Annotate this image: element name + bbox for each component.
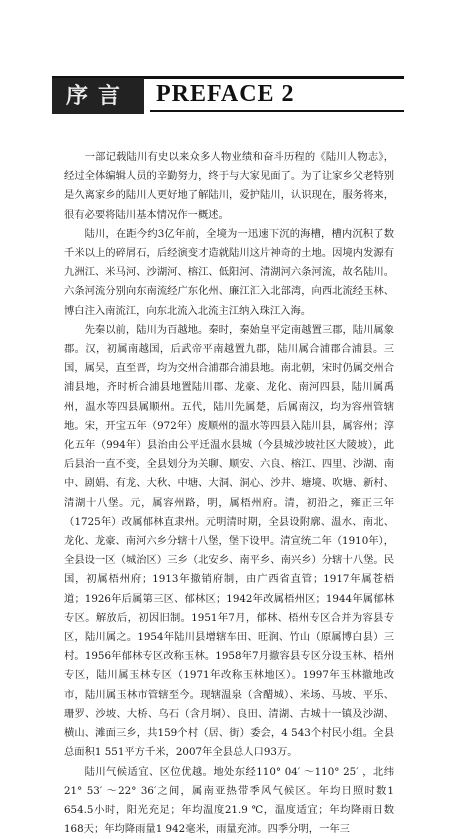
header-bottom-rule [150, 110, 404, 112]
chapter-header [0, 72, 450, 120]
paragraph-geography: 陆川，在距今约3亿年前，全境为一迅速下沉的海槽，槽内沉积了数千米以上的碎屑石，后经演变才造就陆川这片神奇的土地。因境内发源有九洲江、米马河、沙湖河、榕江、低阳河、清湖河六条河流，故名陆川。六条河流分别向东南流经广东化州、廉江汇入北部湾，向西北流经玉林、博白注入南流江，向东北流入北流主江纳入珠江入海。 [64, 225, 394, 321]
paragraph-intro: 一部记载陆川有史以来众多人物业绩和奋斗历程的《陆川人物志》，经过全体编辑人员的辛勤努力，终于与大家见面了。为了让家乡父老特别是久离家乡的陆川人更好地了解陆川，爱护陆川，认识现在，服务将来，很有必要将陆川基本情况作一概述。 [64, 148, 394, 225]
paragraph-climate: 陆川气候适宜、区位优越。地处东经110° 04′ ～110° 25′ ，北纬21° 53′ ～22° 36′之间，属南亚热带季风气候区。年均日照时数1 654.5小时，阳光充足；年均温度21.9 ℃，温度适宜；年均降雨日数168天；年均降雨量1 942毫米，雨量充沛。四季分明，一年三 [64, 763, 394, 839]
seal-text: 序言 [66, 85, 130, 107]
chapter-seal [52, 78, 144, 114]
body-text [64, 148, 394, 839]
chapter-title: PREFACE 2 [156, 82, 295, 106]
paragraph-history: 先秦以前，陆川为百越地。秦时，秦始皇平定南越置三郡，陆川属象郡。汉，初属南越国，后武帝平南越置九郡，陆川属合浦郡合浦县。三国，属吴，直至晋，均为交州合浦郡合浦县地。南北朝，宋时仍属交州合浦县地，齐时析合浦县地置陆川郡、龙豪、龙化、南河四县，陆川属禹州，温水等四县属顺州。五代，陆川先属楚，后属南汉，均为容州管辖地。宋，开宝五年（972年）废顺州的温水等四县入陆川县，属容州；淳化五年（994年）县治由公平迁温水县城（今县城沙坡社区大陵坡），此后县治一直不变，全县划分为关聊、顺安、六良、榕江、四里、沙湖、南中、剧娟、有龙、大秋、中塘、大洞、洞心、沙井、塘境、吹塘、新村、清湖十八堡。元，属容州路，明，属梧州府。清，初沿之，雍正三年（1725年）改属郁林直隶州。元明清时期，全县设附廓、温水、南北、龙化、龙豪、南河六乡分辖十八堡，堡下设甲。清宣统二年（1910年），全县设一区（城治区）三乡（北安乡、南平乡、南兴乡）分辖十八堡。民国，初属梧州府；1913年撤销府制，由广西省直管；1917年属苍梧道；1926年后属第三区、郁林区；1942年改属梧州区；1944年属郁林专区。解放后，初因旧制。1951年7月，郁林、梧州专区合并为容县专区，陆川属之。1954年陆川县增辖车田、旺润、竹山（原属博白县）三村。1956年郁林专区改称玉林。1958年7月撤容县专区分设玉林、梧州专区，陆川属玉林专区（1971年改称玉林地区）。1997年玉林撤地改市，陆川属玉林市管辖至今。现辖温泉（含醋城）、米场、马坡、平乐、珊罗、沙坡、大桥、乌石（含月垌）、良田、清湖、古城十一镇及沙湖、横山、滩面三乡，共159个村（居、街）委会，4 543个村民小组。全县总面积1 551平方千米，2007年全县总人口93万。 [64, 321, 394, 763]
